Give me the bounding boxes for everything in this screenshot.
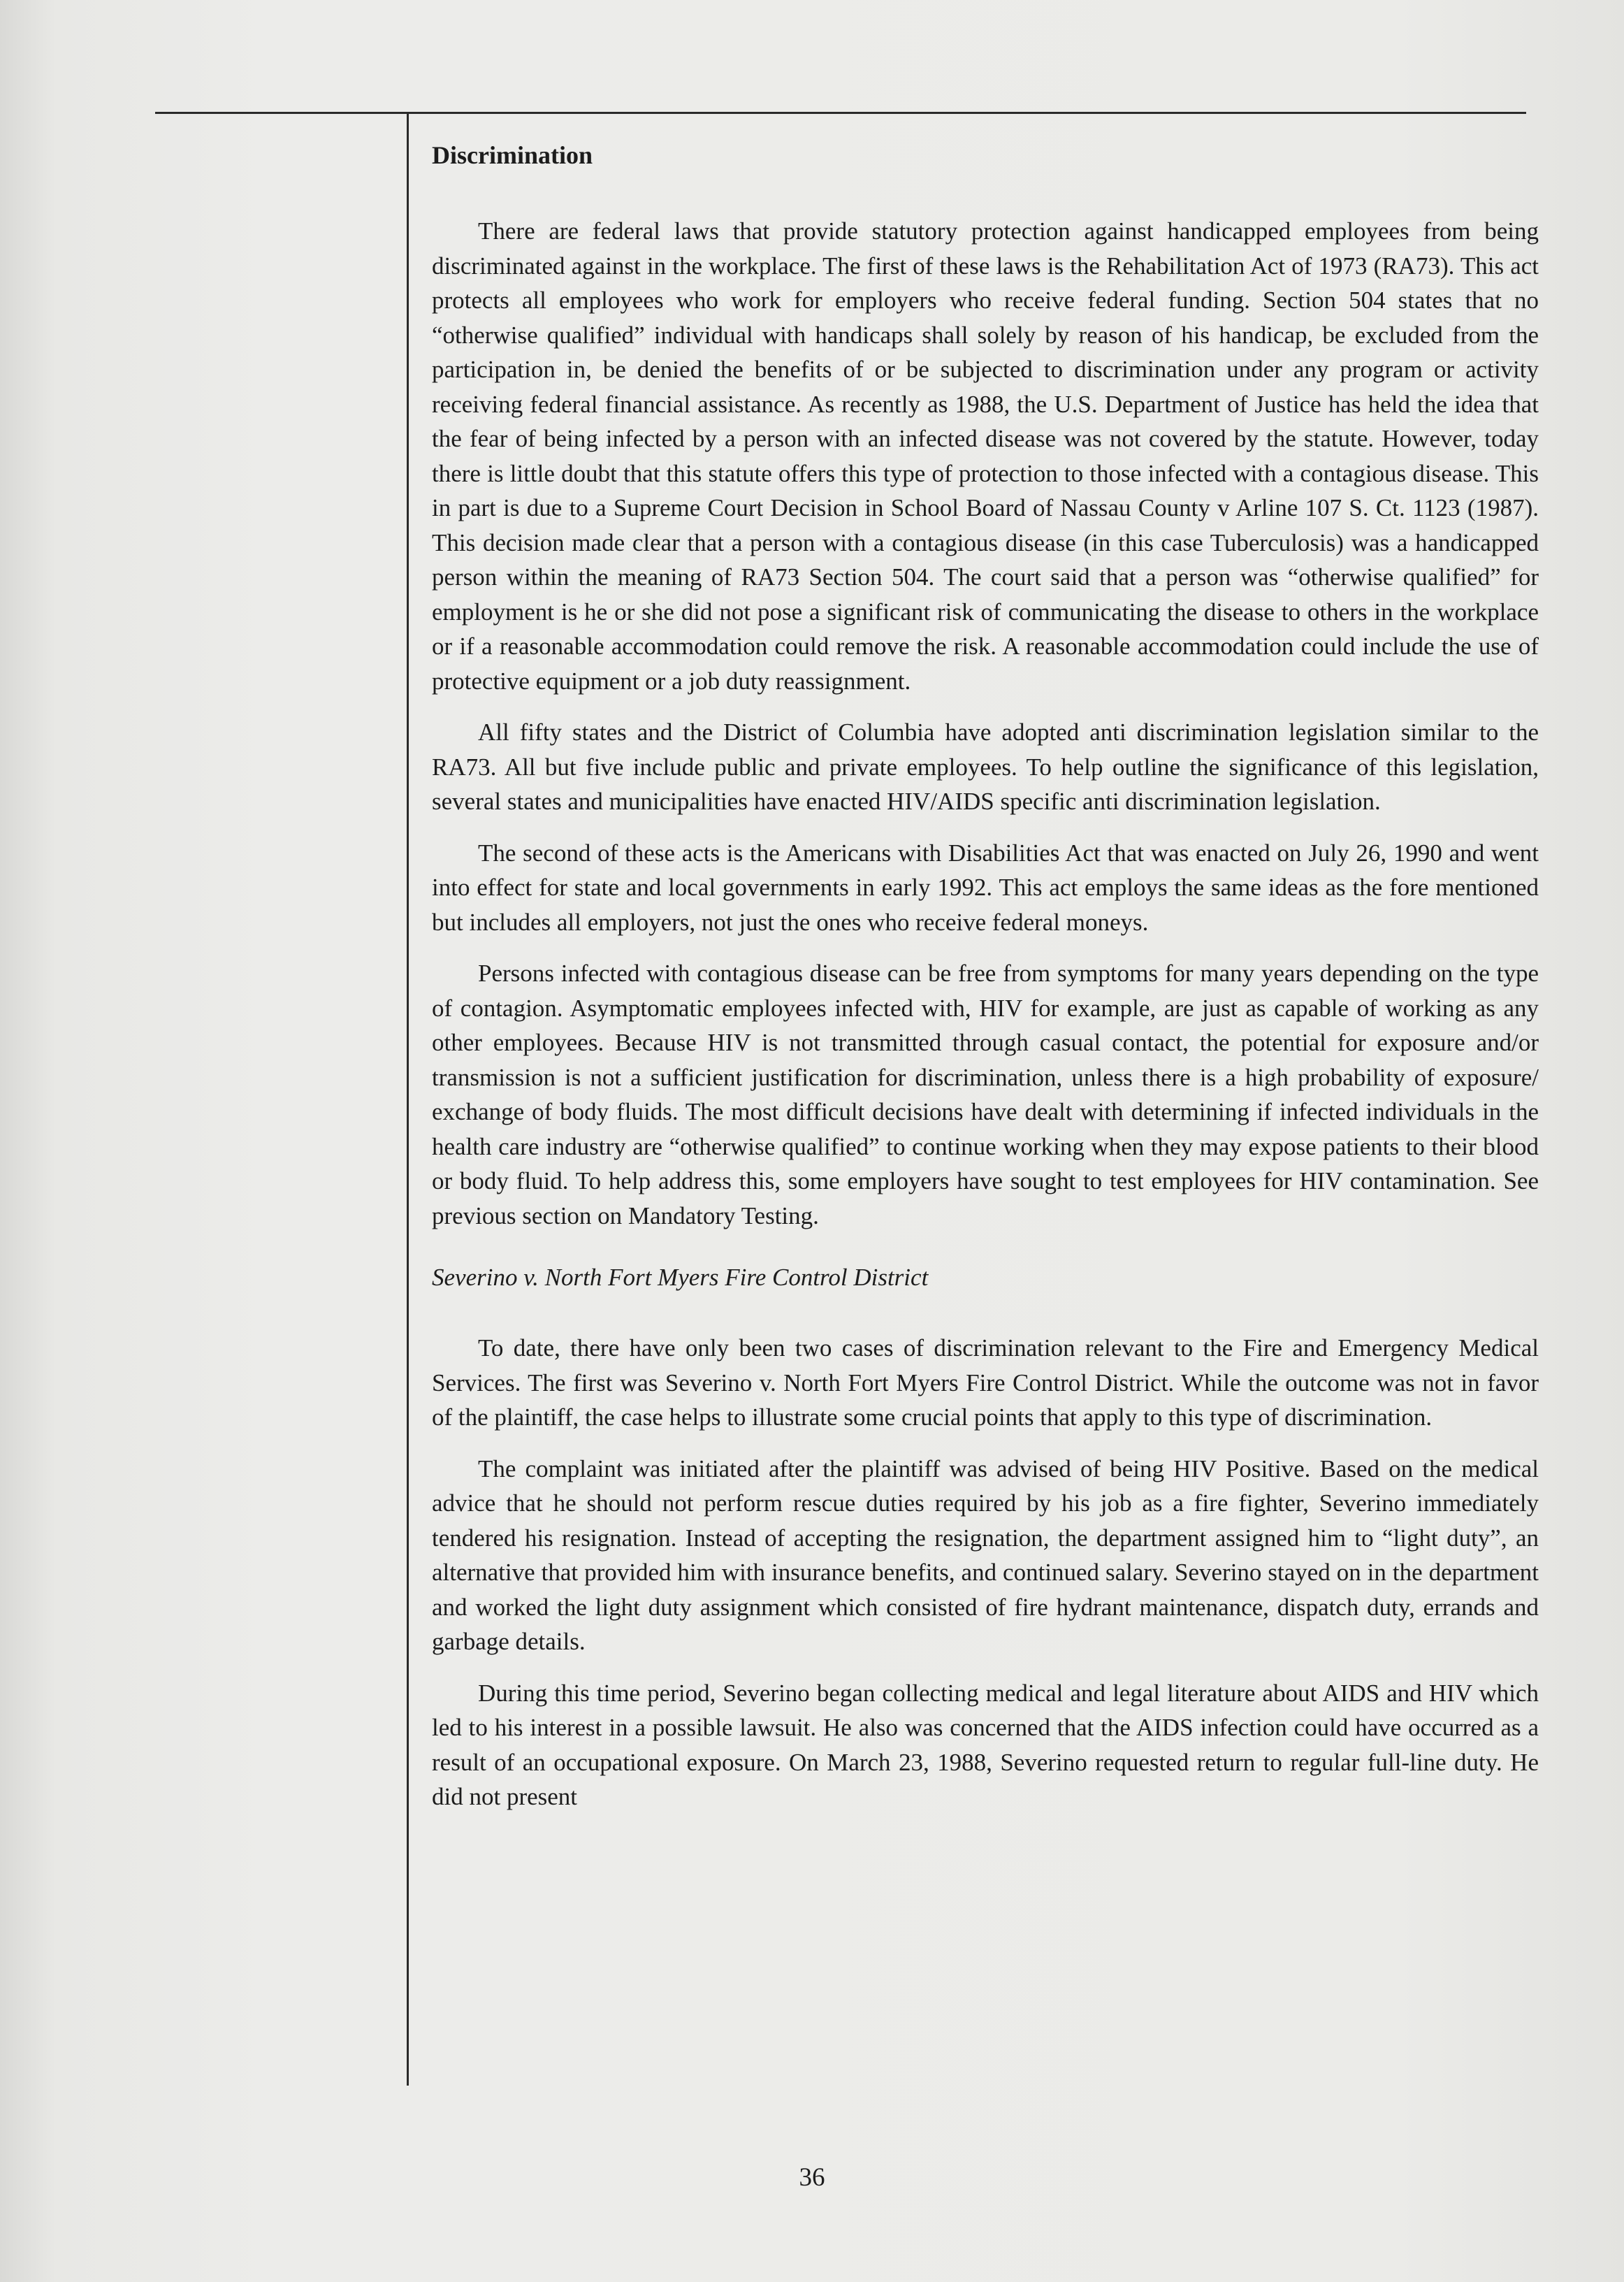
top-horizontal-rule: [155, 112, 1526, 114]
paragraph-asymptomatic-employees: Persons infected with contagious disease can be free from symptoms for many years depending on the type of contagion. Asymptomatic employees infected with, HIV for example, are just as capable of working as any other employees. Because HIV is not transmitted through casual contact, the potential for exposure and/or transmission is not a sufficient justification for discrimination, unless there is a high probability of exposure/ exchange of body fluids. The most difficult decisions have dealt with determining if infected individuals in the health care industry are “otherwise qualified” to continue working when they may expose patients to their blood or body fluid. To help address this, some employers have sought to test employees for HIV contamination. See previous section on Mandatory Testing.: [432, 960, 1539, 1229]
page-number: 36: [799, 2163, 825, 2192]
paragraph-rehabilitation-act: There are federal laws that provide statutory protection against handicapped employees from being discriminated against in the workplace. The first of these laws is the Rehabilitation Act of 1973 (RA73). This act protects all employees who work for employers who receive federal funding. Section 504 states that no “otherwise qualified” individual with handicaps shall solely by reason of his handicap, be excluded from the participation in, be denied the benefits of or be subjected to discrimination under any program or activity receiving federal financial assistance. As recently as 1988, the U.S. Department of Justice has held the idea that the fear of being infected by a person with an infected disease was not covered by the statute. However, today there is little doubt that this statute offers this type of protection to those infected with a contagious disease. This in part is due to a Supreme Court Decision in School Board of Nassau County v Arline 107 S. Ct. 1123 (1987). This decision made clear that a person with a contagious disease (in this case Tuberculosis) was a handicapped person within the meaning of RA73 Section 504. The court said that a person was “otherwise qualified” for employment is he or she did not pose a significant risk of communicating the disease to others in the workplace or if a reasonable accommodation could remove the risk. A reasonable accommodation could include the use of protective equipment or a job duty reassignment.: [432, 217, 1539, 695]
paragraph-time-period: During this time period, Severino began collecting medical and legal literature about AIDS and HIV which led to his interest in a possible lawsuit. He also was concerned that the AIDS infection could have occurred as a result of an occupational exposure. On March 23, 1988, Severino requested return to regular full-line duty. He did not present: [432, 1679, 1539, 1810]
paragraph-ada: The second of these acts is the Americans with Disabilities Act that was enacted on July 26, 1990 and went into effect for state and local governments in early 1992. This act employs the same ideas as the fore mentioned but includes all employers, not just the ones who receive federal moneys.: [432, 839, 1539, 936]
main-text-column: [432, 140, 1539, 1831]
paragraph-state-legislation: All fifty states and the District of Columbia have adopted anti discrimination legislation similar to the RA73. All but five include public and private employees. To help outline the significance of this legislation, several states and municipalities have enacted HIV/AIDS specific anti discrimination legislation.: [432, 718, 1539, 815]
paragraph-case-intro: To date, there have only been two cases of discrimination relevant to the Fire and Emergency Medical Services. The first was Severino v. North Fort Myers Fire Control District. While the outcome was not in favor of the plaintiff, the case helps to illustrate some crucial points that apply to this type of discrimination.: [432, 1334, 1539, 1431]
case-heading: Severino v. North Fort Myers Fire Control District: [432, 1264, 929, 1291]
paragraph-complaint: The complaint was initiated after the plaintiff was advised of being HIV Positive. Based on the medical advice that he should not perform rescue duties required by his job as a fire fighter, Severino immediately tendered his resignation. Instead of accepting the resignation, the department assigned him to “light duty”, an alternative that provided him with insurance benefits, and continued salary. Severino stayed on in the department and worked the light duty assignment which consisted of fire hydrant maintenance, dispatch duty, errands and garbage details.: [432, 1454, 1539, 1655]
left-vertical-rule: [407, 112, 409, 2086]
section-heading: Discrimination: [432, 141, 593, 169]
